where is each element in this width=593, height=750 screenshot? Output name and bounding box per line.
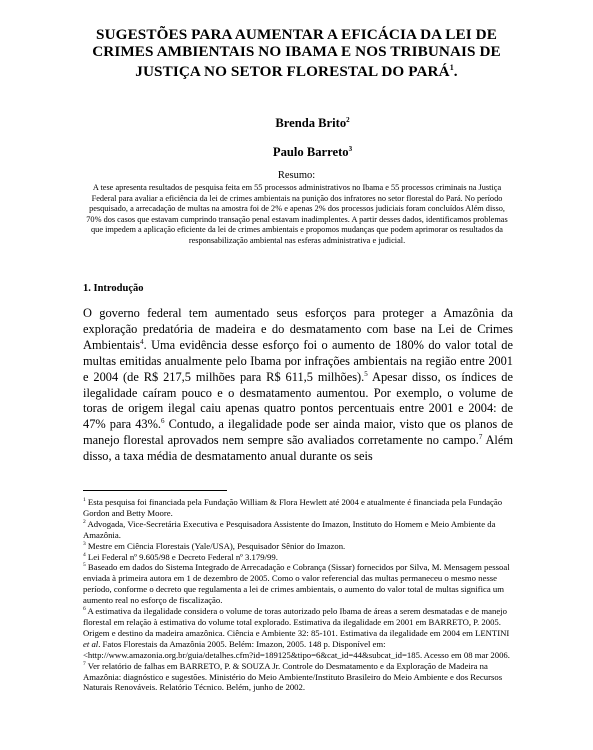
footnote-4 [83, 552, 515, 563]
footnote-1 [83, 497, 515, 519]
author-2 [16, 145, 593, 160]
footnote-ref-4: 4 [140, 337, 144, 346]
author-1-name: Brenda Brito [275, 116, 347, 131]
section-heading: 1. Introdução [83, 283, 144, 294]
footnote-text: Advogada, Vice-Secretária Executiva e Pesquisadora Assistente do Imazon, Instituto do Homem e Meio Ambiente da Amazônia. [83, 518, 496, 540]
footnote-text: A estimativa da ilegalidade considera o volume de toras autorizado pelo Ibama de áreas a serem desmatadas e de manejo florestal em relação à estimativa do volume total explorado. Estimativa da ilegalidade em 2001 em BARRETO, P. 2005. Origem e destino da madeira amazônica. Ciência e Ambiente 32: 85-101. Estimativa da ilegalidade em 2004 em LENTINI [83, 606, 510, 638]
footnote-italic-text: et al [83, 638, 99, 649]
footnote-number: 3 [83, 540, 86, 547]
footnote-ref-7: 7 [478, 433, 483, 442]
footnote-text: Mestre em Ciência Florestais (Yale/USA), Pesquisador Sênior do Imazon. [85, 540, 346, 551]
body-text-1: O governo federal tem aumentado seus esforços para proteger a Amazônia da exploração predatória de madeira e do desmatamento com base na Lei de Crimes Ambientais [83, 306, 513, 352]
paper-title: SUGESTÕES PARA AUMENTAR A EFICÁCIA DA LEI DE CRIMES AMBIENTAIS NO IBAMA E NOS TRIBUNAIS DE JUSTIÇA NO SETOR FLORESTAL DO PARÁ$^1$. [92, 26, 501, 81]
footnote-ref-5: 5 [364, 369, 368, 378]
footnote-text: . Fatos Florestais da Amazônia 2005. Belém: Imazon, 2005. 148 p. Disponível em: [98, 638, 386, 649]
body-text-2: . Uma evidência desse esforço foi o aumento de 180% do valor total de multas emitidas anualmente pelo Ibama por infrações ambientais na região entre 2001 e 2004 (de R$ 217,5 milhões para R$ 611,5 milhões). [83, 337, 513, 384]
footnote-text: Baseado em dados do Sistema Integrado de Arrecadação e Cobrança (Sissar) fornecidos por Silva, M. Mensagem pessoal enviada à primeira autora em 1 de dezembro de 2005. Como o valor referencial das multas permaneceu o mesmo nesse período, conforme o decreto que regulamenta a lei de crimes ambientais, o aumento do valor total de multas significa um aumento real no esforço de fiscalização. [83, 562, 510, 606]
footnote-number: 4 [83, 551, 86, 558]
footnote-number: 6 [83, 606, 86, 613]
body-text-4: Contudo, a ilegalidade pode ser ainda maior, visto que os planos de manejo florestal aprovados nem sempre são avaliados corretamente no campo. [83, 417, 513, 448]
title-text: SUGESTÕES PARA AUMENTAR A EFICÁCIA DA LEI DE CRIMES AMBIENTAIS NO IBAMA E NOS TRIBUNAIS DE JUSTIÇA NO SETOR FLORESTAL DO PARÁ [92, 26, 501, 81]
footnote-number: 7 [83, 660, 86, 667]
body-text-5: Além disso, a taxa média de desmatamento anual durante os seis [83, 433, 513, 464]
footnote-3 [83, 541, 515, 552]
body-paragraph [83, 306, 513, 465]
abstract-text: A tese apresenta resultados de pesquisa feita em 55 processos administrativos no Ibama e 55 processos criminais na Justiça Federal para avaliar a eficiência da lei de crimes ambientais na punição dos infratores no setor florestal do Pará. No período pesquisado, a arrecadação de multas na amostra foi de 2% e apenas 2% dos processos judiciais foram concluídos Além disso, 70% dos casos que estavam cumprindo transação penal estavam inadimplentes. A partir desses dados, identificamos problemas que impedem a aplicação eficiente da lei de crimes ambientais e propomos mudanças que podem aprimorar os resultados da responsabilização ambiental nas esferas administrativa e judicial. [86, 183, 508, 245]
footnote-7 [83, 661, 515, 694]
footnote-separator [83, 490, 227, 491]
footnote-text: Esta pesquisa foi financiada pela Fundação William & Flora Hewlett até 2004 e atualmente é financiada pela Fundação Gordon and Betty Moore. [83, 497, 503, 518]
footnote-text: Ver relatório de falhas em BARRETO, P. & SOUZA Jr. Controle do Desmatamento e da Exploração de Madeira na Amazônia: diagnóstico e sugestões. Ministério do Meio Ambiente/Instituto Brasileiro do Meio Ambiente e dos Recursos Naturais Renováveis. Relatório Técnico. Belém, junho de 2002. [83, 660, 503, 693]
footnote-number: 1 [83, 497, 86, 504]
author-1-footnote-ref: 2 [346, 116, 350, 124]
footnote-5 [83, 562, 515, 606]
footnote-number: 5 [83, 562, 86, 569]
author-2-footnote-ref: 3 [348, 145, 353, 153]
footnote-6 [83, 606, 515, 661]
abstract-heading: Resumo: [277, 170, 316, 181]
title-footnote-ref: 1 [449, 63, 454, 72]
body-text-3: Apesar disso, os índices de ilegalidade caíram pouco e o desmatamento aumentou. Por exemplo, o volume de toras de origem ilegal caiu apenas quatro pontos percentuais entre 2001 e 2004: de 47% para 43%. [83, 369, 514, 432]
footnote-number: 2 [83, 518, 86, 525]
footnote-ref-6: 6 [161, 417, 165, 426]
footnote-url: <http://www.amazonia.org.br/guia/detalhes.cfm?id=189125&tipo=6&cat_id=44&subcat_id=185. Acesso em 08 mar 2006. [83, 649, 510, 660]
footnote-text: Lei Federal nº 9.605/98 e Decreto Federal nº 3.179/99. [85, 551, 278, 562]
author-1 [16, 116, 593, 131]
author-2-name: Paulo Barreto [272, 145, 349, 160]
footnotes [83, 497, 515, 693]
footnote-2 [83, 519, 515, 541]
